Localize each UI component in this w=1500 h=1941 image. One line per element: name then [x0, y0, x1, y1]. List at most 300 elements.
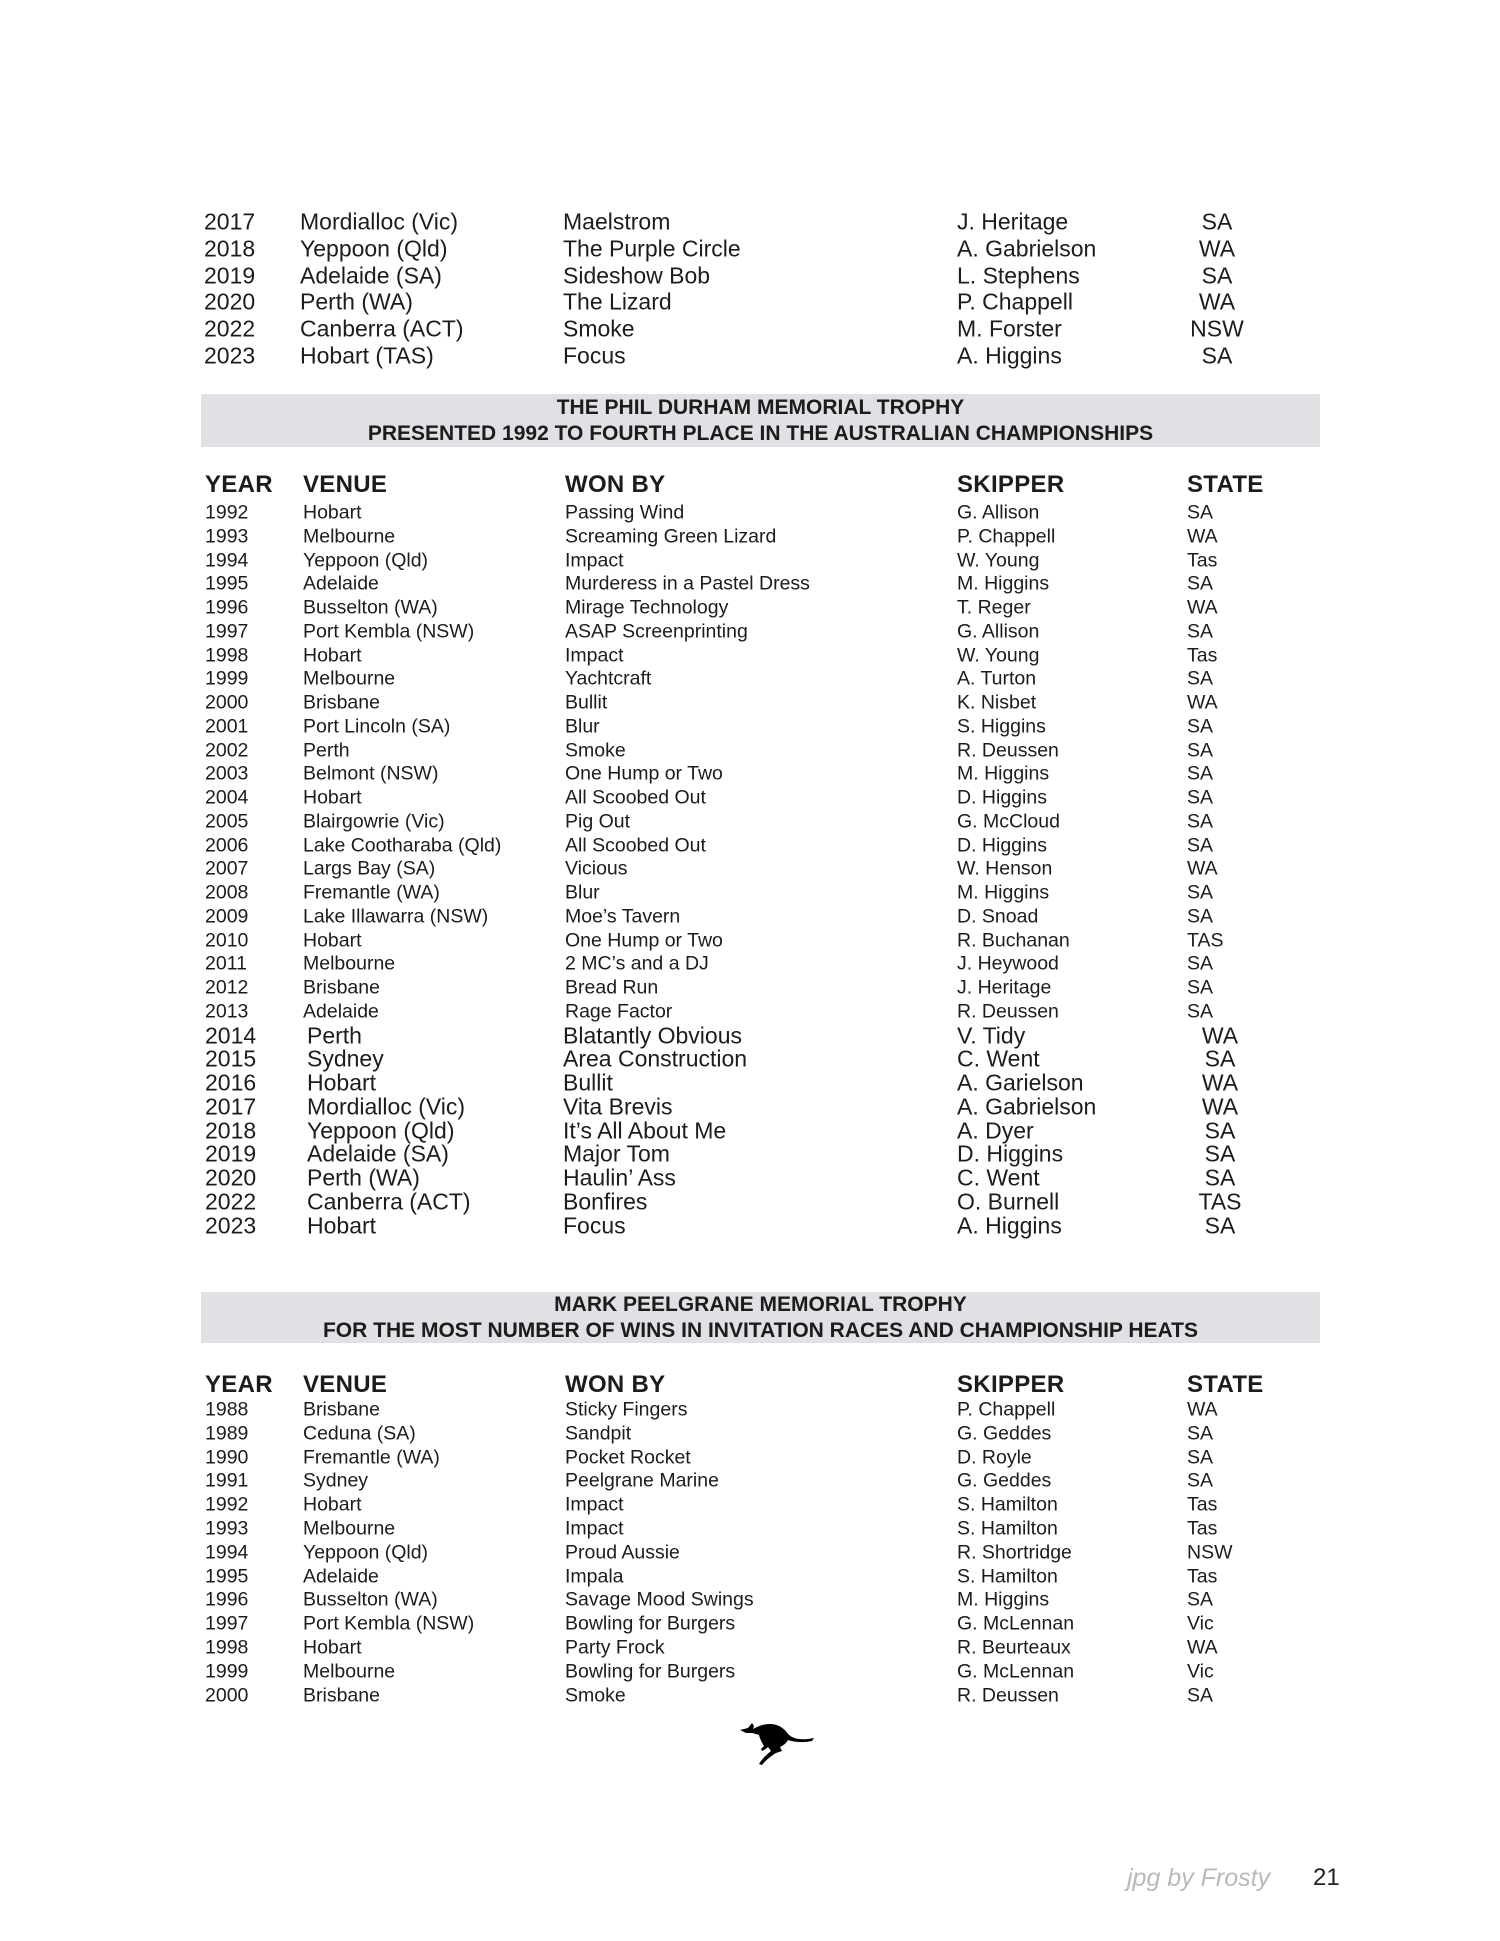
year-cell: 2000: [205, 1684, 249, 1707]
table-row: [0, 1660, 1500, 1684]
table-header: [0, 473, 1500, 497]
state-cell: SA: [1204, 1140, 1236, 1167]
won-by-cell: It’s All About Me: [563, 1117, 727, 1143]
year-cell: 1988: [205, 1398, 249, 1421]
won-by-cell: Focus: [563, 1212, 626, 1238]
won-by-cell: Blur: [565, 881, 600, 904]
year-cell: 1991: [205, 1469, 249, 1492]
venue-cell: Largs Bay (SA): [303, 857, 436, 880]
skipper-cell: M. Forster: [957, 315, 1062, 342]
venue-cell: Canberra (ACT): [300, 315, 464, 342]
year-cell: 2008: [205, 881, 249, 904]
won-by-cell: Blatantly Obvious: [563, 1022, 742, 1048]
venue-cell: Hobart: [303, 1636, 362, 1659]
trophy-title: THE PHIL DURHAM MEMORIAL TROPHY: [556, 396, 965, 419]
table-row: [0, 976, 1500, 1000]
year-cell: 1994: [205, 1541, 249, 1564]
table-header: [0, 1373, 1500, 1397]
skipper-cell: G. Geddes: [957, 1469, 1052, 1492]
year-cell: 1993: [205, 525, 249, 548]
venue-cell: Yeppoon (Qld): [307, 1117, 455, 1143]
year-cell: 2012: [205, 976, 249, 999]
table-row: [0, 1422, 1500, 1446]
year-cell: 2020: [205, 1164, 257, 1191]
venue-cell: Adelaide (SA): [300, 262, 442, 289]
kangaroo-icon: [738, 1718, 816, 1768]
won-by-cell: Area Construction: [563, 1045, 748, 1072]
year-cell: 1995: [205, 1565, 249, 1588]
skipper-cell: A. Gabrielson: [957, 1093, 1097, 1120]
won-by-cell: Sticky Fingers: [565, 1398, 688, 1421]
skipper-cell: M. Higgins: [957, 572, 1050, 595]
table-row: [0, 596, 1500, 620]
table-row: [0, 834, 1500, 858]
won-by-cell: Rage Factor: [565, 1000, 673, 1023]
won-by-cell: Bowling for Burgers: [565, 1612, 736, 1635]
table-row: [0, 317, 1500, 341]
skipper-cell: D. Snoad: [957, 905, 1039, 928]
state-cell: SA: [1187, 786, 1214, 809]
year-cell: 2006: [205, 834, 249, 856]
table-row: [0, 1214, 1500, 1238]
year-cell: 1999: [205, 1660, 249, 1683]
skipper-cell: J. Heywood: [957, 952, 1059, 975]
state-cell: SA: [1187, 881, 1214, 904]
skipper-cell: A. Turton: [957, 667, 1037, 690]
won-by-cell: Vita Brevis: [563, 1093, 673, 1120]
state-cell: WA: [1187, 1398, 1218, 1421]
skipper-cell: D. Higgins: [957, 1140, 1064, 1167]
year-cell: 2016: [205, 1069, 257, 1096]
table-row: [0, 1190, 1500, 1214]
table-row: [0, 572, 1500, 596]
won-by-cell: Impact: [565, 549, 624, 571]
won-by-cell: Focus: [563, 342, 626, 369]
table-row: [0, 290, 1500, 314]
venue-cell: Port Kembla (NSW): [303, 620, 475, 643]
column-header-venue: VENUE: [303, 471, 388, 498]
table-row: [0, 1398, 1500, 1422]
won-by-cell: Pig Out: [565, 810, 631, 833]
state-cell: SA: [1187, 1588, 1214, 1611]
state-cell: SA: [1187, 976, 1214, 999]
table-row: [0, 1000, 1500, 1024]
skipper-cell: R. Deussen: [957, 1000, 1059, 1023]
state-cell: WA: [1187, 525, 1218, 548]
won-by-cell: The Purple Circle: [563, 235, 741, 262]
venue-cell: Brisbane: [303, 976, 380, 999]
mark-peelgrane-trophy-banner: [201, 1292, 1320, 1343]
year-cell: 2023: [205, 1212, 257, 1238]
skipper-cell: M. Higgins: [957, 1588, 1050, 1611]
won-by-cell: Moe’s Tavern: [565, 905, 681, 928]
table-row: [0, 1119, 1500, 1143]
state-cell: SA: [1187, 834, 1214, 856]
column-header-state: STATE: [1187, 1371, 1264, 1398]
state-cell: SA: [1187, 501, 1214, 524]
state-cell: SA: [1187, 1000, 1214, 1023]
state-cell: SA: [1204, 1117, 1236, 1143]
venue-cell: Perth: [303, 739, 350, 761]
column-header-venue: VENUE: [303, 1371, 388, 1398]
skipper-cell: M. Higgins: [957, 762, 1050, 785]
year-cell: 2011: [205, 952, 247, 975]
state-cell: Tas: [1187, 549, 1218, 571]
skipper-cell: T. Reger: [957, 596, 1031, 619]
venue-cell: Yeppoon (Qld): [303, 1541, 429, 1564]
skipper-cell: D. Higgins: [957, 786, 1047, 809]
won-by-cell: Savage Mood Swings: [565, 1588, 754, 1611]
year-cell: 1998: [205, 644, 249, 666]
table-row: [0, 501, 1500, 525]
table-row: [0, 905, 1500, 929]
venue-cell: Hobart: [307, 1212, 377, 1238]
year-cell: 1994: [205, 549, 249, 571]
won-by-cell: Bonfires: [563, 1188, 648, 1215]
state-cell: WA: [1201, 1093, 1239, 1120]
table-row: [0, 857, 1500, 881]
column-header-won-by: WON BY: [565, 471, 666, 498]
venue-cell: Sydney: [303, 1469, 369, 1492]
skipper-cell: G. Allison: [957, 620, 1040, 643]
venue-cell: Hobart: [303, 929, 362, 951]
table-row: [0, 786, 1500, 810]
won-by-cell: The Lizard: [563, 288, 672, 315]
venue-cell: Busselton (WA): [303, 596, 438, 619]
venue-cell: Port Lincoln (SA): [303, 715, 451, 738]
venue-cell: Brisbane: [303, 1684, 380, 1707]
trophy-title: MARK PEELGRANE MEMORIAL TROPHY: [554, 1293, 967, 1316]
won-by-cell: Smoke: [565, 1684, 626, 1707]
year-cell: 2007: [205, 857, 249, 880]
won-by-cell: Blur: [565, 715, 600, 738]
venue-cell: Perth: [307, 1022, 362, 1048]
year-cell: 2019: [204, 262, 256, 289]
state-cell: Vic: [1187, 1660, 1214, 1683]
skipper-cell: K. Nisbet: [957, 691, 1037, 714]
won-by-cell: 2 MC’s and a DJ: [565, 952, 709, 975]
state-cell: TAS: [1198, 1188, 1242, 1215]
state-cell: SA: [1187, 620, 1214, 643]
venue-cell: Canberra (ACT): [307, 1188, 471, 1215]
won-by-cell: One Hump or Two: [565, 762, 723, 785]
column-header-won-by: WON BY: [565, 1371, 666, 1398]
year-cell: 2022: [205, 1188, 257, 1215]
year-cell: 2014: [205, 1022, 257, 1048]
skipper-cell: O. Burnell: [957, 1188, 1060, 1215]
table-row: [0, 1588, 1500, 1612]
venue-cell: Melbourne: [303, 667, 396, 690]
venue-cell: Yeppoon (Qld): [300, 235, 448, 262]
year-cell: 1998: [205, 1636, 249, 1659]
skipper-cell: J. Heritage: [957, 976, 1052, 999]
skipper-cell: A. Dyer: [957, 1117, 1034, 1143]
won-by-cell: Bread Run: [565, 976, 659, 999]
table-row: [0, 344, 1500, 368]
table-row: [0, 1565, 1500, 1589]
venue-cell: Belmont (NSW): [303, 762, 439, 785]
state-cell: SA: [1204, 1164, 1236, 1191]
skipper-cell: W. Henson: [957, 857, 1053, 880]
state-cell: SA: [1204, 1212, 1236, 1238]
venue-cell: Hobart: [307, 1069, 377, 1096]
table-row: [0, 1446, 1500, 1470]
table-row: [0, 1612, 1500, 1636]
year-cell: 2018: [205, 1117, 257, 1143]
column-header-skipper: SKIPPER: [957, 471, 1065, 498]
table-row: [0, 1071, 1500, 1095]
venue-cell: Yeppoon (Qld): [303, 549, 429, 571]
state-cell: Tas: [1187, 644, 1218, 666]
year-cell: 2023: [204, 342, 256, 369]
table-row: [0, 739, 1500, 763]
skipper-cell: G. McLennan: [957, 1612, 1075, 1635]
skipper-cell: P. Chappell: [957, 1398, 1056, 1421]
won-by-cell: Maelstrom: [563, 208, 671, 235]
table-row: [0, 525, 1500, 549]
page-number: 21: [1313, 1864, 1340, 1891]
skipper-cell: G. McLennan: [957, 1660, 1075, 1683]
table-row: [0, 1493, 1500, 1517]
skipper-cell: R. Deussen: [957, 739, 1059, 761]
table-row: [0, 1636, 1500, 1660]
won-by-cell: Bowling for Burgers: [565, 1660, 736, 1683]
skipper-cell: P. Chappell: [957, 525, 1056, 548]
state-cell: Tas: [1187, 1493, 1218, 1516]
table-row: [0, 691, 1500, 715]
table-row: [0, 1166, 1500, 1190]
state-cell: NSW: [1190, 315, 1244, 342]
state-cell: SA: [1187, 739, 1214, 761]
won-by-cell: Passing Wind: [565, 501, 685, 524]
won-by-cell: Peelgrane Marine: [565, 1469, 719, 1492]
won-by-cell: Impact: [565, 1493, 624, 1516]
won-by-cell: Vicious: [565, 857, 628, 880]
table-row: [0, 881, 1500, 905]
year-cell: 1992: [205, 1493, 249, 1516]
venue-cell: Ceduna (SA): [303, 1422, 416, 1445]
year-cell: 2018: [204, 235, 256, 262]
venue-cell: Adelaide: [303, 1000, 379, 1023]
year-cell: 2000: [205, 691, 249, 714]
year-cell: 1995: [205, 572, 249, 595]
table-row: [0, 1142, 1500, 1166]
venue-cell: Lake Illawarra (NSW): [303, 905, 489, 928]
venue-cell: Port Kembla (NSW): [303, 1612, 475, 1635]
state-cell: SA: [1187, 667, 1214, 690]
state-cell: TAS: [1187, 929, 1224, 951]
venue-cell: Blairgowrie (Vic): [303, 810, 445, 833]
won-by-cell: Sideshow Bob: [563, 262, 711, 289]
venue-cell: Melbourne: [303, 525, 396, 548]
state-cell: SA: [1187, 1446, 1214, 1469]
year-cell: 2010: [205, 929, 249, 951]
won-by-cell: All Scoobed Out: [565, 834, 706, 856]
skipper-cell: R. Shortridge: [957, 1541, 1072, 1564]
table-row: [0, 1095, 1500, 1119]
venue-cell: Mordialloc (Vic): [300, 208, 459, 235]
won-by-cell: Murderess in a Pastel Dress: [565, 572, 810, 595]
state-cell: WA: [1198, 235, 1236, 262]
state-cell: SA: [1201, 262, 1233, 289]
state-cell: SA: [1187, 715, 1214, 738]
venue-cell: Hobart: [303, 644, 362, 666]
table-row: [0, 1684, 1500, 1708]
table-row: [0, 929, 1500, 953]
won-by-cell: Party Frock: [565, 1636, 665, 1659]
state-cell: Tas: [1187, 1517, 1218, 1540]
skipper-cell: S. Higgins: [957, 715, 1046, 738]
year-cell: 2015: [205, 1045, 257, 1072]
skipper-cell: S. Hamilton: [957, 1517, 1058, 1540]
venue-cell: Lake Cootharaba (Qld): [303, 834, 502, 856]
year-cell: 1997: [205, 620, 249, 643]
table-row: [0, 952, 1500, 976]
state-cell: SA: [1187, 1469, 1214, 1492]
venue-cell: Busselton (WA): [303, 1588, 438, 1611]
won-by-cell: Haulin’ Ass: [563, 1164, 676, 1191]
table-row: [0, 1024, 1500, 1048]
venue-cell: Sydney: [307, 1045, 384, 1072]
state-cell: SA: [1187, 905, 1214, 928]
table-row: [0, 264, 1500, 288]
won-by-cell: One Hump or Two: [565, 929, 723, 951]
won-by-cell: Major Tom: [563, 1140, 670, 1167]
state-cell: WA: [1187, 857, 1218, 880]
table-row: [0, 715, 1500, 739]
table-row: [0, 620, 1500, 644]
state-cell: WA: [1201, 1022, 1239, 1048]
skipper-cell: A. Higgins: [957, 1212, 1062, 1238]
skipper-cell: W. Young: [957, 644, 1040, 666]
year-cell: 2001: [205, 715, 249, 738]
table-row: [0, 1047, 1500, 1071]
column-header-year: YEAR: [205, 471, 273, 498]
skipper-cell: W. Young: [957, 549, 1040, 571]
skipper-cell: M. Higgins: [957, 881, 1050, 904]
skipper-cell: R. Beurteaux: [957, 1636, 1071, 1659]
venue-cell: Adelaide: [303, 572, 379, 595]
won-by-cell: Impala: [565, 1565, 624, 1588]
won-by-cell: Bullit: [563, 1069, 613, 1096]
year-cell: 1992: [205, 501, 249, 524]
year-cell: 1989: [205, 1422, 249, 1445]
venue-cell: Melbourne: [303, 1517, 396, 1540]
footer-credit: jpg by Frosty: [1127, 1864, 1271, 1892]
won-by-cell: Bullit: [565, 691, 608, 714]
venue-cell: Brisbane: [303, 691, 380, 714]
state-cell: SA: [1187, 1422, 1214, 1445]
won-by-cell: Pocket Rocket: [565, 1446, 691, 1469]
state-cell: WA: [1201, 1069, 1239, 1096]
state-cell: SA: [1187, 572, 1214, 595]
year-cell: 2019: [205, 1140, 257, 1167]
skipper-cell: R. Buchanan: [957, 929, 1070, 951]
venue-cell: Fremantle (WA): [303, 1446, 440, 1469]
venue-cell: Hobart: [303, 786, 362, 809]
skipper-cell: P. Chappell: [957, 288, 1073, 315]
won-by-cell: All Scoobed Out: [565, 786, 706, 809]
won-by-cell: Mirage Technology: [565, 596, 729, 619]
table-row: [0, 210, 1500, 234]
won-by-cell: Yachtcraft: [565, 667, 652, 690]
year-cell: 2009: [205, 905, 249, 928]
skipper-cell: S. Hamilton: [957, 1493, 1058, 1516]
table-row: [0, 549, 1500, 573]
skipper-cell: A. Higgins: [957, 342, 1062, 369]
state-cell: WA: [1187, 691, 1218, 714]
skipper-cell: C. Went: [957, 1164, 1040, 1191]
year-cell: 1993: [205, 1517, 249, 1540]
venue-cell: Adelaide (SA): [307, 1140, 449, 1167]
state-cell: WA: [1187, 596, 1218, 619]
won-by-cell: Smoke: [563, 315, 635, 342]
state-cell: SA: [1201, 342, 1233, 369]
venue-cell: Hobart: [303, 501, 362, 524]
year-cell: 2003: [205, 762, 249, 785]
venue-cell: Mordialloc (Vic): [307, 1093, 466, 1120]
skipper-cell: D. Royle: [957, 1446, 1032, 1469]
year-cell: 2022: [204, 315, 256, 342]
venue-cell: Hobart (TAS): [300, 342, 434, 369]
venue-cell: Fremantle (WA): [303, 881, 440, 904]
state-cell: NSW: [1187, 1541, 1233, 1564]
skipper-cell: L. Stephens: [957, 262, 1080, 289]
year-cell: 1997: [205, 1612, 249, 1635]
skipper-cell: A. Gabrielson: [957, 235, 1097, 262]
venue-cell: Adelaide: [303, 1565, 379, 1588]
year-cell: 2013: [205, 1000, 249, 1023]
year-cell: 1999: [205, 667, 249, 690]
state-cell: SA: [1201, 208, 1233, 235]
table-row: [0, 1469, 1500, 1493]
state-cell: SA: [1187, 1684, 1214, 1707]
table-row: [0, 810, 1500, 834]
state-cell: SA: [1187, 810, 1214, 833]
skipper-cell: G. Geddes: [957, 1422, 1052, 1445]
won-by-cell: Proud Aussie: [565, 1541, 680, 1564]
won-by-cell: Impact: [565, 1517, 624, 1540]
skipper-cell: G. Allison: [957, 501, 1040, 524]
won-by-cell: Screaming Green Lizard: [565, 525, 777, 548]
year-cell: 2004: [205, 786, 249, 809]
column-header-year: YEAR: [205, 1371, 273, 1398]
state-cell: Tas: [1187, 1565, 1218, 1588]
state-cell: SA: [1204, 1045, 1236, 1072]
venue-cell: Brisbane: [303, 1398, 380, 1421]
skipper-cell: G. McCloud: [957, 810, 1060, 833]
year-cell: 1996: [205, 1588, 249, 1611]
venue-cell: Melbourne: [303, 952, 396, 975]
state-cell: SA: [1187, 762, 1214, 785]
year-cell: 2017: [204, 208, 256, 235]
state-cell: WA: [1198, 288, 1236, 315]
table-row: [0, 1541, 1500, 1565]
venue-cell: Perth (WA): [307, 1164, 420, 1191]
trophy-subtitle: FOR THE MOST NUMBER OF WINS IN INVITATION RACES AND CHAMPIONSHIP HEATS: [322, 1319, 1198, 1342]
year-cell: 2002: [205, 739, 249, 761]
trophy-subtitle: PRESENTED 1992 TO FOURTH PLACE IN THE AUSTRALIAN CHAMPIONSHIPS: [367, 422, 1154, 445]
venue-cell: Hobart: [303, 1493, 362, 1516]
table-row: [0, 1517, 1500, 1541]
won-by-cell: Impact: [565, 644, 624, 666]
table-row: [0, 644, 1500, 668]
skipper-cell: D. Higgins: [957, 834, 1047, 856]
venue-cell: Melbourne: [303, 1660, 396, 1683]
table-row: [0, 667, 1500, 691]
year-cell: 1996: [205, 596, 249, 619]
won-by-cell: Sandpit: [565, 1422, 632, 1445]
